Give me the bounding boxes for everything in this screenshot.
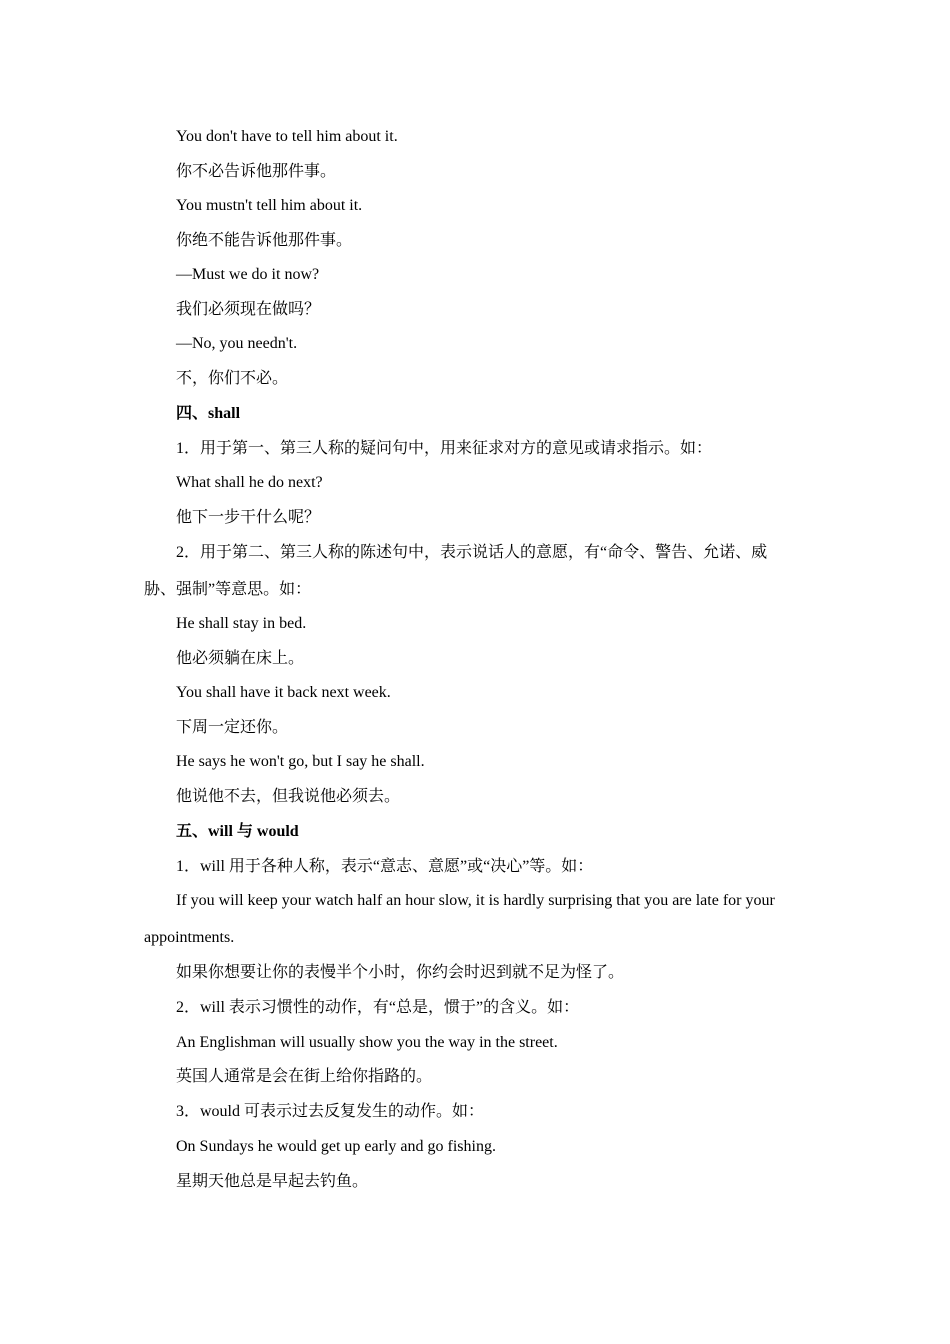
example-translation: 下周一定还你。 (176, 719, 289, 736)
example-translation: 我们必须现在做吗？ (176, 301, 321, 318)
example-translation: 英国人通常是会在街上给你指路的。 (176, 1068, 433, 1085)
rule-text-continuation: 胁、强制”等意思。如： (144, 581, 312, 598)
example-sentence: What shall he do next? (176, 474, 323, 491)
example-sentence: You mustn't tell him about it. (176, 197, 363, 214)
example-sentence: You shall have it back next week. (176, 684, 391, 701)
example-translation: 如果你想要让你的表慢半个小时，你约会时迟到就不足为怪了。 (176, 964, 625, 981)
example-translation: 他下一步干什么呢？ (176, 509, 321, 526)
example-sentence: —Must we do it now? (176, 266, 320, 283)
rule-text: 2．用于第二、第三人称的陈述句中，表示说话人的意愿，有“命令、警告、允诺、威 (176, 544, 768, 561)
example-sentence: —No, you needn't. (176, 335, 298, 352)
example-sentence: He shall stay in bed. (176, 615, 307, 632)
example-sentence: He says he won't go, but I say he shall. (176, 753, 425, 770)
example-sentence: On Sundays he would get up early and go fishing. (176, 1138, 496, 1155)
example-translation: 星期天他总是早起去钓鱼。 (176, 1173, 369, 1190)
example-sentence-continuation: appointments. (144, 929, 235, 946)
rule-text: 3．would 可表示过去反复发生的动作。如： (176, 1103, 485, 1120)
example-translation: 不，你们不必。 (176, 370, 289, 387)
example-sentence: If you will keep your watch half an hour slow, it is hardly surprising that you are late for your (176, 892, 775, 909)
example-translation: 他说他不去，但我说他必须去。 (176, 788, 401, 805)
section-heading-will-would: 五、will 与 would (176, 823, 299, 840)
example-translation: 你绝不能告诉他那件事。 (176, 232, 353, 249)
example-translation: 他必须躺在床上。 (176, 650, 305, 667)
example-sentence: You don't have to tell him about it. (176, 128, 398, 145)
example-sentence: An Englishman will usually show you the way in the street. (176, 1034, 558, 1051)
rule-text: 1．will 用于各种人称，表示“意志、意愿”或“决心”等。如： (176, 858, 594, 875)
section-heading-shall: 四、shall (176, 405, 241, 422)
example-translation: 你不必告诉他那件事。 (176, 163, 337, 180)
rule-text: 1．用于第一、第三人称的疑问句中，用来征求对方的意见或请求指示。如： (176, 440, 713, 457)
rule-text: 2．will 表示习惯性的动作，有“总是，惯于”的含义。如： (176, 999, 580, 1016)
